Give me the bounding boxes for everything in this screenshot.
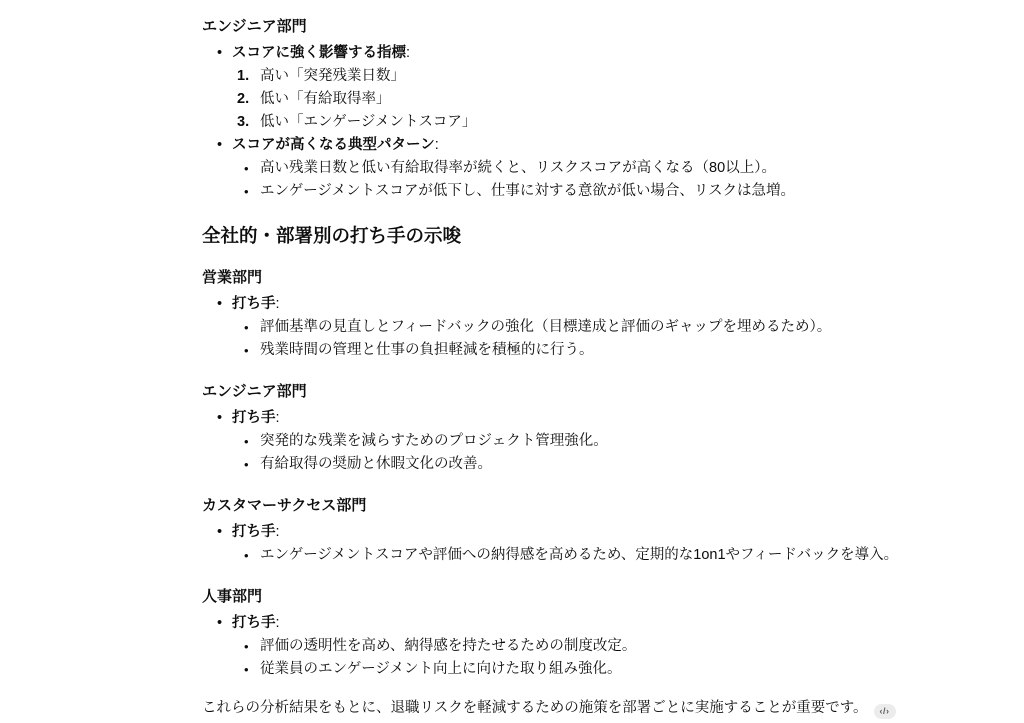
list-item: • 従業員のエンゲージメント向上に向けた取り組み強化。 [260, 658, 902, 681]
list-item: • 突発的な残業を減らすためのプロジェクト管理強化。 [260, 430, 902, 453]
list-item: • 高い残業日数と低い有給取得率が続くと、リスクスコアが高くなる（80以上）。 [260, 157, 902, 180]
list-marker: 3. [237, 114, 250, 130]
actions-sub-list [232, 430, 902, 476]
list-marker: 2. [237, 91, 250, 107]
list-item: • 評価基準の見直しとフィードバックの強化（目標達成と評価のギャップを埋めるため）。 [260, 316, 902, 339]
metrics-ordered-list [232, 65, 902, 134]
metrics-colon: : [406, 45, 411, 61]
hr-list [202, 612, 902, 681]
actions-sub-list [232, 316, 902, 362]
section-heading-customer-success: カスタマーサクセス部門 [202, 497, 367, 514]
actions-colon: : [275, 296, 280, 312]
code-citation-icon[interactable]: ‹/› [874, 704, 896, 719]
patterns-sub-list [232, 157, 902, 203]
list-item-text: 低い「有給取得率」 [260, 91, 391, 107]
actions-sub-list [232, 635, 902, 681]
list-item-patterns [232, 134, 902, 203]
metrics-label: スコアに強く影響する指標 [232, 45, 406, 61]
list-item: • エンゲージメントスコアや評価への納得感を高めるため、定期的な1on1やフィードバックを導入。 [260, 544, 902, 567]
actions-colon: : [275, 410, 280, 426]
list-item-actions [232, 293, 902, 362]
list-marker: 1. [237, 68, 250, 84]
engineer-analysis-list [202, 42, 902, 203]
document-body [202, 0, 902, 720]
list-item [237, 111, 902, 134]
section-heading-engineer-analysis: エンジニア部門 [202, 18, 307, 35]
list-item: • 残業時間の管理と仕事の負担軽減を積極的に行う。 [260, 339, 902, 362]
page-title: 全社的・部署別の打ち手の示唆 [202, 225, 462, 246]
actions-sub-list [232, 544, 902, 567]
section-heading-hr: 人事部門 [202, 588, 263, 605]
list-item-metrics [232, 42, 902, 134]
list-item: • エンゲージメントスコアが低下し、仕事に対する意欲が低い場合、リスクは急増。 [260, 180, 902, 203]
engineering-list [202, 407, 902, 476]
list-item-text: 低い「エンゲージメントスコア」 [260, 114, 477, 130]
actions-label: 打ち手 [232, 296, 276, 312]
sales-list [202, 293, 902, 362]
actions-colon: : [275, 524, 280, 540]
section-heading-engineering: エンジニア部門 [202, 383, 307, 400]
list-item-actions [232, 407, 902, 476]
closing-text: これらの分析結果をもとに、退職リスクを軽減するための施策を部署ごとに実施することが重要です。 [202, 700, 868, 716]
list-item: • 有給取得の奨励と休暇文化の改善。 [260, 453, 902, 476]
section-heading-sales: 営業部門 [202, 269, 263, 286]
list-item-text: 高い「突発残業日数」 [260, 68, 405, 84]
customer-success-list [202, 521, 902, 567]
list-item: • 評価の透明性を高め、納得感を持たせるための制度改定。 [260, 635, 902, 658]
actions-label: 打ち手 [232, 410, 276, 426]
list-item-actions [232, 521, 902, 567]
patterns-colon: : [434, 137, 439, 153]
actions-colon: : [275, 615, 280, 631]
actions-label: 打ち手 [232, 524, 276, 540]
closing-paragraph [202, 697, 902, 720]
patterns-label: スコアが高くなる典型パターン [232, 137, 435, 153]
actions-label: 打ち手 [232, 615, 276, 631]
list-item [237, 65, 902, 88]
list-item-actions [232, 612, 902, 681]
list-item [237, 88, 902, 111]
